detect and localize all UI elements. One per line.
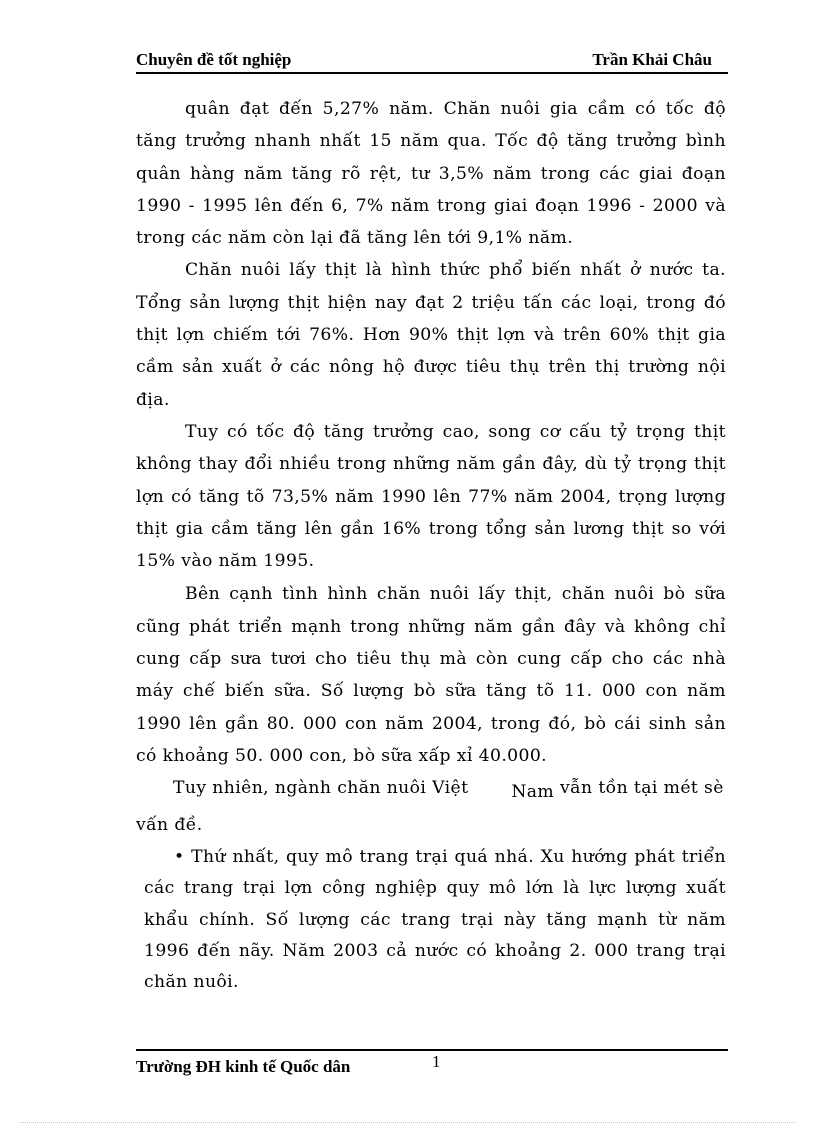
bullet-text: Thứ nhất, quy mô trang trại quá nhá. Xu hướng phát triển các trang trại lợn công nghiệp quy mô lớn là lực lượng xuất khẩu chính. Số lượng các trang trại này tăng mạnh từ năm 1996 đến nãy. Năm 2003 cả nước có khoảng 2. 000 trang trại chăn nuôi. xyxy=(144,846,726,993)
document-body xyxy=(136,93,726,999)
issues-intro-last-line: vấn đề. xyxy=(136,814,203,835)
paragraph-issues-intro xyxy=(136,772,726,841)
paragraph-growth-rate: quân đạt đến 5,27% năm. Chăn nuôi gia cầm có tốc độ tăng trưởng nhanh nhất 15 năm qua. Tốc độ tăng trưởng bình quân hàng năm tăng rõ rệt, tư 3,5% năm trong các giai đoạn 1990 - 1995 lên đến 6, 7% năm trong giai đoạn 1996 - 2000 và trong các năm còn lại đã tăng lên tới 9,1% năm. xyxy=(136,99,726,249)
paragraph-meat-production: Chăn nuôi lấy thịt là hình thức phổ biến nhất ở nước ta. Tổng sản lượng thịt hiện nay đạt 2 triệu tấn các loại, trong đó thịt lợn chiếm tới 76%. Hơn 90% thịt lợn và trên 60% thịt gia cầm sản xuất ở các nông hộ được tiêu thụ trên thị trường nội địa. xyxy=(136,260,726,410)
issues-intro-raised-word: Nam xyxy=(511,782,555,803)
page-number: 1 xyxy=(432,1052,441,1071)
page-footer xyxy=(136,1049,728,1076)
bullet-item-farm-scale xyxy=(144,842,726,999)
bullet-icon: • xyxy=(174,846,185,867)
paragraph-meat-structure: Tuy có tốc độ tăng trưởng cao, song cơ cấu tỷ trọng thịt không thay đổi nhiều trong những năm gần đây, dù tỷ trọng thịt lợn có tăng tõ 73,5% năm 1990 lên 77% năm 2004, trọng lượng thịt gia cầm tăng lên gần 16% trong tổng sản lương thịt so với 15% vào năm 1995. xyxy=(136,421,726,572)
issues-intro-start: Tuy nhiên, ngành chăn nuôi Việt xyxy=(173,778,475,799)
paragraph-dairy-cattle: Bên cạnh tình hình chăn nuôi lấy thịt, chăn nuôi bò sữa cũng phát triển mạnh trong những năm gần đây và không chỉ cung cấp sưa tươi cho tiêu thụ mà còn cung cấp cho các nhà máy chế biến sữa. Số lượng bò sữa tăng tõ 11. 000 con năm 1990 lên gần 80. 000 con năm 2004, trong đó, bò cái sinh sản có khoảng 50. 000 con, bò sữa xấp xỉ 40.000. xyxy=(136,584,726,766)
header-title: Chuyên đề tốt nghiệp xyxy=(136,50,292,69)
issues-intro-end: vẫn tồn tại mét sè xyxy=(554,778,724,799)
footer-school: Trường ĐH kinh tế Quốc dân xyxy=(136,1057,351,1076)
header-author: Trần Khải Châu xyxy=(592,50,712,69)
page-header xyxy=(136,50,728,74)
